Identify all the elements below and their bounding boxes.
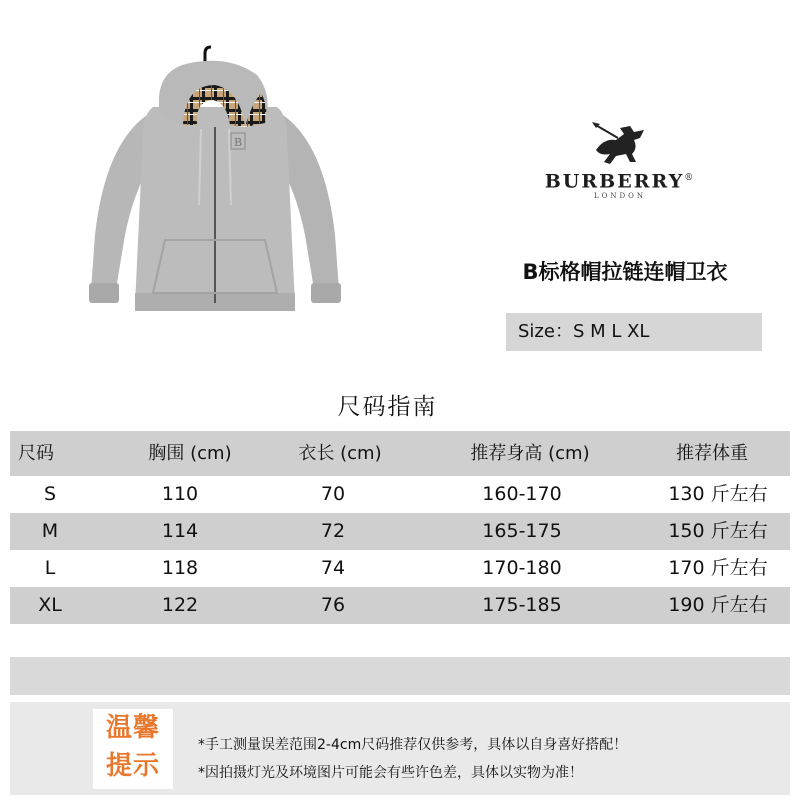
cell-size: XL xyxy=(38,594,62,616)
cell-size: S xyxy=(43,483,57,505)
table-header-row xyxy=(10,431,790,476)
table-row xyxy=(10,550,790,587)
header-length: 衣长 (cm) xyxy=(298,443,382,464)
cell-size: L xyxy=(44,557,56,579)
cell-weight: 130 斤左右 xyxy=(668,483,768,505)
registered-mark: ® xyxy=(684,173,696,183)
table-row xyxy=(10,476,790,513)
tip-note-color: *因拍摄灯光及环境图片可能会有些许色差，具体以实物为准！ xyxy=(198,765,583,781)
cell-height: 165-175 xyxy=(482,520,562,542)
size-table xyxy=(10,431,790,624)
tips-label-line2: 提示 xyxy=(105,751,160,781)
brand-logo xyxy=(520,120,720,200)
cell-size: M xyxy=(41,520,59,542)
header-weight: 推荐体重 xyxy=(676,443,748,464)
equestrian-knight-icon xyxy=(590,120,650,166)
cell-chest: 118 xyxy=(161,557,199,579)
cell-chest: 114 xyxy=(161,520,199,542)
size-availability: Size：S M L XL xyxy=(506,313,762,351)
table-row xyxy=(10,587,790,624)
cell-height: 160-170 xyxy=(482,483,562,505)
table-row xyxy=(10,513,790,550)
cell-weight: 190 斤左右 xyxy=(668,594,768,616)
cell-length: 74 xyxy=(320,557,346,579)
cell-chest: 110 xyxy=(161,483,199,505)
cell-length: 76 xyxy=(320,594,346,616)
cell-weight: 150 斤左右 xyxy=(668,520,768,542)
cell-length: 70 xyxy=(320,483,346,505)
hoodie-badge: B xyxy=(233,136,243,149)
cell-weight: 170 斤左右 xyxy=(668,557,768,579)
product-title: B标格帽拉链连帽卫衣 xyxy=(522,260,728,284)
cell-height: 175-185 xyxy=(482,594,562,616)
hoodie-photo xyxy=(65,45,365,345)
size-guide-title: 尺码指南 xyxy=(337,394,438,420)
divider-band xyxy=(10,657,790,695)
cell-length: 72 xyxy=(320,520,346,542)
tips-label xyxy=(93,709,173,789)
tips-label-line1: 温馨 xyxy=(105,713,160,743)
brand-name: BURBERRY xyxy=(544,170,685,193)
header-chest: 胸围 (cm) xyxy=(148,443,232,464)
header-size: 尺码 xyxy=(18,443,54,464)
cell-chest: 122 xyxy=(161,594,199,616)
brand-city: LONDON xyxy=(594,192,646,201)
header-height: 推荐身高 (cm) xyxy=(470,443,590,464)
tip-note-measurement: *手工测量误差范围2-4cm尺码推荐仅供参考，具体以自身喜好搭配！ xyxy=(198,737,628,753)
cell-height: 170-180 xyxy=(482,557,562,579)
